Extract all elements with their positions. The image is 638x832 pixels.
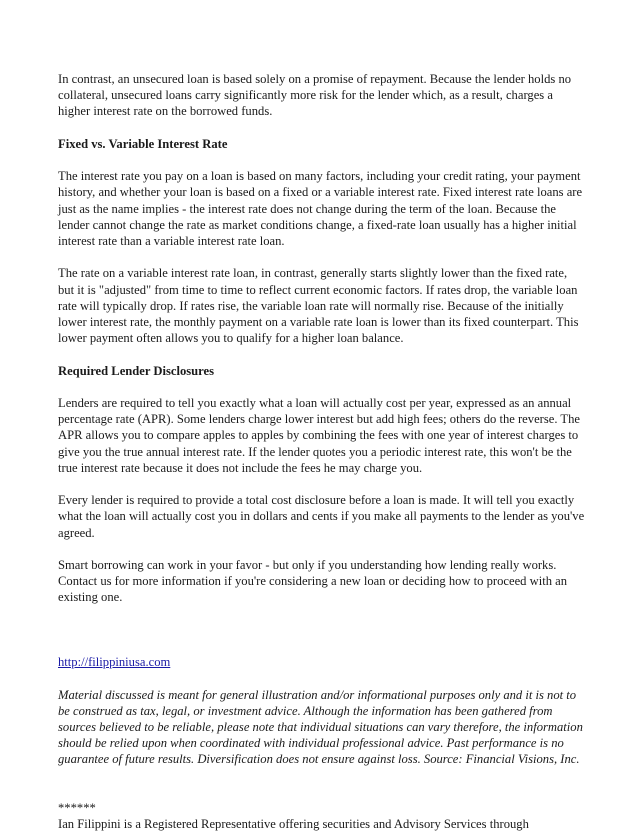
paragraph-variable-rate: The rate on a variable interest rate loan, in contrast, generally starts slightly lower than the fixed rate, but it is "adjusted" from time to time to reflect current economic factors. If rates drop, the variable loan rate will typically drop. If rates rise, the variable loan rate will normally rise. Because of the initially lower interest rate, the monthly payment on a variable rate loan is lower than its fixed counterpart. This lower payment often allows you to qualify for a higher loan balance. [58,266,579,346]
heading-fixed-vs-variable: Fixed vs. Variable Interest Rate [58,136,228,151]
paragraph-unsecured-loan: In contrast, an unsecured loan is based solely on a promise of repayment. Because the lender holds no collateral, unsecured loans carry significantly more risk for the lender which, as a result, charges a higher interest rate on the borrowed funds. [58,72,572,119]
paragraph-cost-disclosure: Every lender is required to provide a total cost disclosure before a loan is made. It will tell you exactly what the loan will actually cost you in dollars and cents if you make all payments to the lender as you've agreed. [58,493,585,540]
separator: ****** [58,800,96,815]
heading-lender-disclosures: Required Lender Disclosures [58,363,215,378]
website-link[interactable]: http://filippiniusa.com [58,655,171,670]
footer-line: Ian Filippini is a Registered Representative offering securities and Advisory Services through [58,817,529,832]
document-page [58,71,586,832]
paragraph-smart-borrowing: Smart borrowing can work in your favor - but only if you understanding how lending really works. Contact us for more information if you're considering a new loan or deciding how to proceed with an existing one. [58,557,568,605]
paragraph-apr: Lenders are required to tell you exactly what a loan will actually cost per year, expressed as an annual percentage rate (APR). Some lenders charge lower interest but add high fees; others do the reverse. The APR allows you to compare apples to apples by combining the fees with one year of interest charges to give you the true annual interest rate. If the lender quotes you a periodic interest rate, this won't be the true interest rate because it does not include the fees he may charge you. [58,395,580,475]
disclaimer-text: Material discussed is meant for general illustration and/or informational purposes only and it is not to be construed as tax, legal, or investment advice. Although the information has been gathered from sources believed to be reliable, please note that individual situations can vary therefore, the information should be relied upon when coordinated with individual professional advice. Past performance is no guarantee of future results. Diversification does not ensure against loss. Source: Financial Visions, Inc. [58,687,583,767]
paragraph-fixed-rate: The interest rate you pay on a loan is based on many factors, including your credit rating, your payment history, and whether your loan is based on a fixed or a variable interest rate. Fixed interest rate loans are just as the name implies - the interest rate does not change during the term of the loan. Because the lender cannot change the rate as market conditions change, a fixed-rate loan usually has a higher initial interest rate than a variable interest rate loan. [58,169,583,248]
